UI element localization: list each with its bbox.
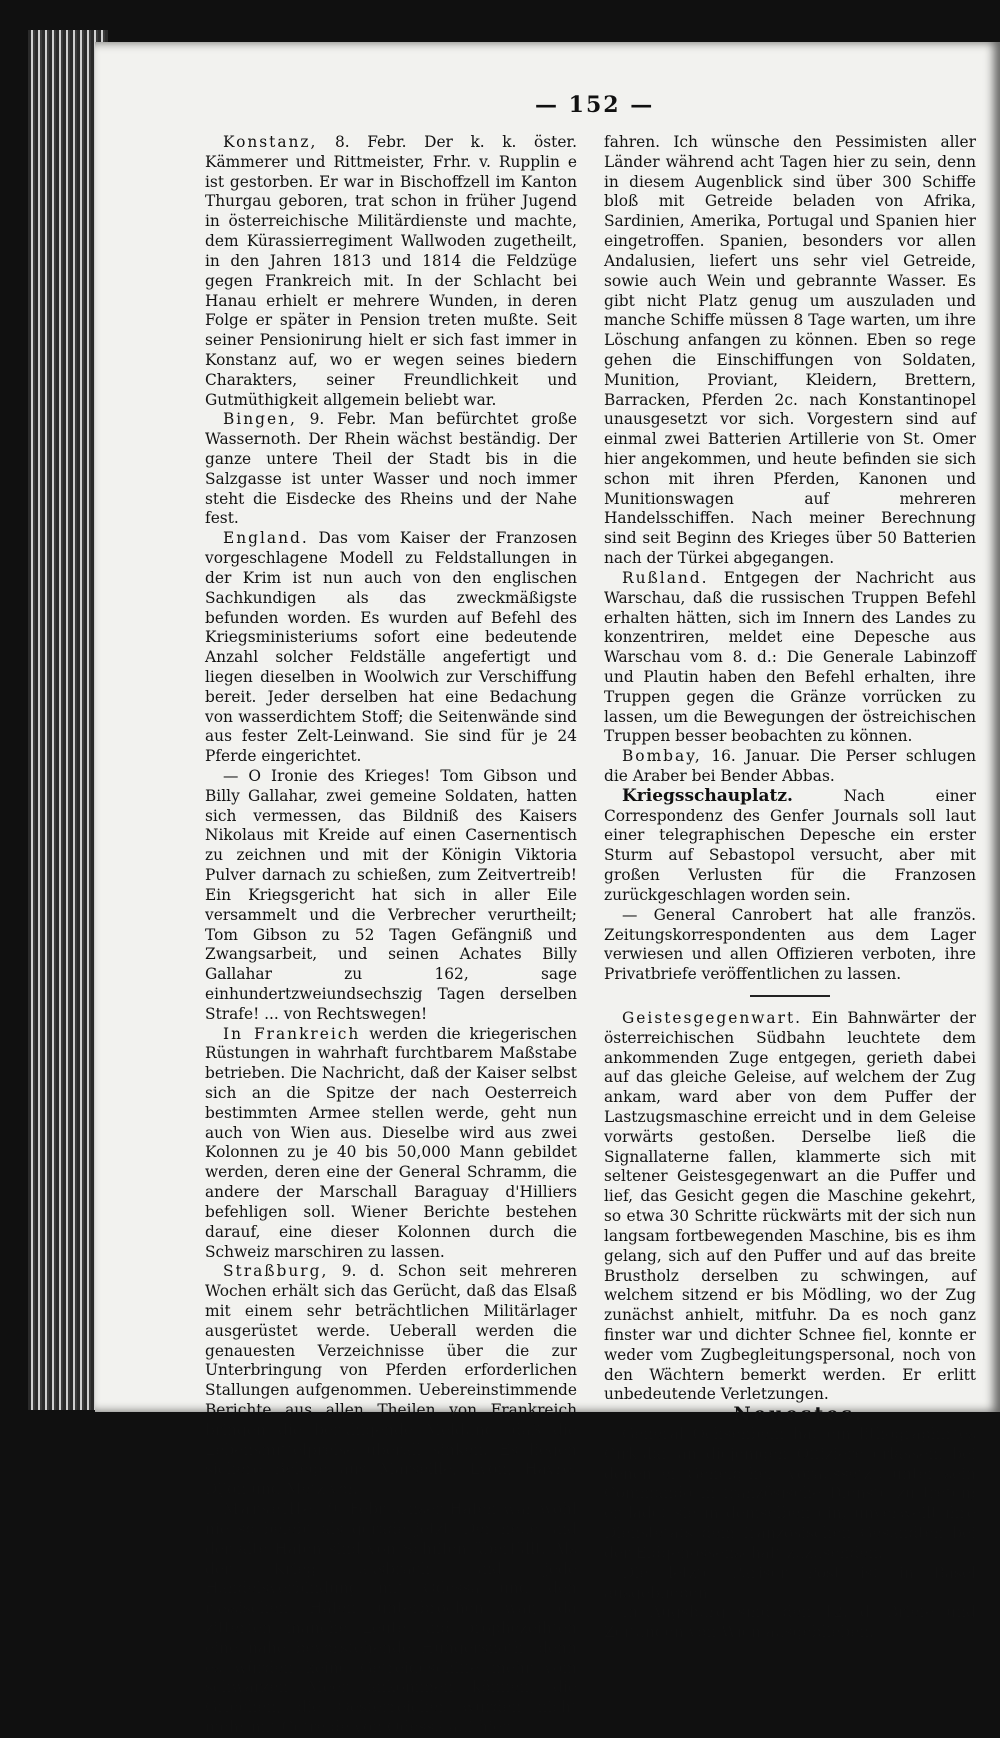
article-bombay: Bombay, 16. Januar. Die Perser schlugen die Araber bei Bender Abbas. [604, 747, 976, 785]
article-canrobert: — General Canrobert hat alle französ. Zeitungskorrespondenten aus dem Lager verwiesen und allen Offizieren verboten, ihre Privatbriefe veröffentlichen zu lassen. [604, 905, 976, 984]
article-kriegsschauplatz: Kriegsschauplatz. Nach einer Correspondenz des Genfer Journals soll laut einer telegraphischen Depesche ein erster Sturm auf Sebastopol versucht, aber mit großen Verlusten für die Franzosen zurückgeschlagen worden sein. [604, 785, 976, 904]
kriegsschauplatz-heading: Kriegsschauplatz. [622, 785, 793, 806]
article-england: England. Das vom Kaiser der Franzosen vorgeschlagene Modell zu Feldstallungen in der Krim ist nun auch von den englischen Sachkundigen als das zweckmäßigste befunden worden. Es wurden auf Befehl des Kriegsministeriums sofort eine bedeutende Anzahl solcher Feldställe angefertigt und liegen dieselben in Woolwich zur Verschiffung bereit. Jeder derselben hat eine Bedachung von wasserdichtem Stoff; die Seitenwände sind aus fester Zelt-Leinwand. Sie sind für je 24 Pferde eingerichtet. [205, 529, 577, 766]
page-number: — 152 — [535, 92, 655, 118]
neuestes-paragraph: Die letzte Pariser Post ist in Basel ausgeblieben. [604, 1563, 976, 1602]
article-strassburg: Straßburg, 9. d. Schon seit mehreren Wochen erhält sich das Gerücht, daß das Elsaß mit einem sehr beträchtlichen Militärlager ausgerüstet werde. Ueberall werden die genauesten Verzeichnisse über die zur Unterbringung von Pferden erforderlichen Stallungen aufgenommen. Uebereinstimmende Berichte aus allen Theilen von Frankreich bringen die beruhigende Meldung, daß die Lebensmittelpreise überall sinken. Es liegen sichere Belege aus Marseille, Lyon, Havre, Dijon und Metz vor. [205, 1262, 577, 1499]
neuestes-paragraph: General Ochsenbein hat ein lithographirtes Cirkular an diejenigen Offiziere erlassen, bei denen er Geneigtheit voraussetzt, unter sein Commando in französische Dienste zu treten; er ladet sie in demselben ein, unverweilt ihre Dienstetats dem französischen Gesandten bei der Eidgenossenschaft zuzusenden. [604, 1425, 976, 1562]
article-bingen: Bingen, 9. Febr. Man befürchtet große Wassernoth. Der Rhein wächst beständig. Der ganze untere Theil der Stadt bis in die Salzgasse ist unter Wasser und noch immer steht die Eisdecke des Rheins und der Nahe fest. [205, 410, 577, 528]
neuestes-paragraph: In Augsburg sind den 12. d. Briefe und Zeitungen von Wien ausgeblieben. [604, 1603, 976, 1642]
left-column [205, 133, 577, 1738]
article-russland: Rußland. Entgegen der Nachricht aus Warschau, daß die russischen Truppen Befehl erhalten hätten, sich im Innern des Landes zu konzentriren, meldet eine Depesche aus Warschau vom 8. d.: Die Generale Labinzoff und Plautin haben den Befehl erhalten, ihre Truppen gegen die Gränze vorrücken zu lassen, um die Bewegungen der östreichischen Truppen besser beobachten zu können. [604, 568, 976, 746]
article-frankreich: In Frankreich werden die kriegerischen Rüstungen in wahrhaft furchtbarem Maßstabe betrieben. Die Nachricht, daß der Kaiser selbst sich an die Spitze der nach Oesterreich bestimmten Armee stellen werde, geht nun auch von Wien aus. Dieselbe wird aus zwei Kolonnen zu je 40 bis 50,000 Mann gebildet werden, deren eine der General Schramm, die andere der Marschall Baraguay d'Hilliers befehligen soll. Wiener Berichte bestehen darauf, eine dieser Kolonnen durch die Schweiz marschiren zu lassen. [205, 1024, 577, 1261]
article-marseille: Marseille, 9. Febr. Unser Hafen war wohl nie so belebt als gerade jetzt. Der neue und der alte Hafen sind von Schiffen überfüllt. Als der Krieg ausbrach und jede Handelsverbindung mit Odessa und den russischen Häfen unterbrochen war, da zitterten manche Leute und prophezeihten eine nahe bevorstehende Hungersnoth, denn es würden keine Getreideschiffe mehr vom schwarzen Meer ankommen können, die Griechen, die Oesterreicher würden nicht mehr mit Getreide von Odessa auf hier [205, 1500, 577, 1736]
article-geistesgegenwart: Geistesgegenwart. Ein Bahnwärter der österreichischen Südbahn leuchtete dem ankommenden Zuge entgegen, gerieth dabei auf das gleiche Geleise, auf welchem der Zug ankam, ward aber von dem Puffer der Lastzugsmaschine erreicht und in dem Geleise vorwärts gestoßen. Derselbe ließ die Signallaterne fallen, klammerte sich mit seltener Geistesgegenwart an die Puffer und lief, das Gesicht gegen die Maschine gekehrt, so etwa 30 Schritte rückwärts mit der sich nun langsam fortbewegenden Maschine, bis es ihm gelang, sich auf den Puffer und auf das breite Brustholz derselben zu schwingen, auf welchem sitzend er bis Mödling, wo der Zug zunächst anhielt, mitfuhr. Da es noch ganz finster war und dichter Schnee fiel, konnte er weder vom Zugbegleitungspersonal, noch von den Wächtern bemerkt werden. Er erlitt unbedeutende Verletzungen. [604, 1008, 976, 1404]
neuestes-heading: Neuestes. [733, 1403, 865, 1426]
article-konstanz: Konstanz, 8. Febr. Der k. k. öster. Kämmerer und Rittmeister, Frhr. v. Rupplin e ist gestorben. Er war in Bischoffzell im Kanton Thurgau geboren, trat schon in früher Jugend in österreichische Militärdienste und machte, dem Kürassierregiment Wallwoden zugetheilt, in den Jahren 1813 und 1814 die Feldzüge gegen Frankreich mit. In der Schlacht bei Hanau erhielt er mehrere Wunden, in deren Folge er später in Pension treten mußte. Seit seiner Pensionirung hielt er sich fast immer in Konstanz auf, wo er wegen seines biedern Charakters, seiner Freundlichkeit und Gutmüthigkeit allgemein beliebt war. [205, 133, 577, 409]
section-divider [750, 995, 830, 997]
article-marseille-continued: fahren. Ich wünsche den Pessimisten aller Länder während acht Tagen hier zu sein, denn in diesem Augenblick sind über 300 Schiffe bloß mit Getreide beladen von Afrika, Sardinien, Amerika, Portugal und Spanien hier eingetroffen. Spanien, besonders vor allen Andalusien, liefert uns sehr viel Getreide, sowie auch Wein und gebrannte Wasser. Es gibt nicht Platz genug um auszuladen und manche Schiffe müssen 8 Tage warten, um ihre Löschung anfangen zu können. Eben so rege gehen die Einschiffungen von Soldaten, Munition, Proviant, Kleidern, Brettern, Barracken, Pferden 2c. nach Konstantinopel unausgesetzt vor sich. Vorgestern sind auf einmal zwei Batterien Artillerie von St. Omer hier angekommen, und heute befinden sie sich schon mit ihren Pferden, Kanonen und Munitionswagen auf mehreren Handelsschiffen. Nach meiner Berechnung sind seit Beginn des Krieges über 50 Batterien nach der Türkei abgegangen. [604, 133, 976, 568]
article-ironie: — O Ironie des Krieges! Tom Gibson und Billy Gallahar, zwei gemeine Soldaten, hatten sich vermessen, das Bildniß des Kaisers Nikolaus mit Kreide auf einen Casernentisch zu zeichnen und mit der Königin Viktoria Pulver darnach zu schießen, zum Zeitvertreib! Ein Kriegsgericht hat sich in aller Eile versammelt und die Verbrecher verurtheilt; Tom Gibson zu 52 Tagen Gefängniß und Zwangsarbeit, und seinen Achates Billy Gallahar zu 162, sage einhundertzweiundsechszig Tagen derselben Strafe! ... von Rechtswegen! [205, 767, 577, 1023]
right-column [604, 133, 976, 1643]
